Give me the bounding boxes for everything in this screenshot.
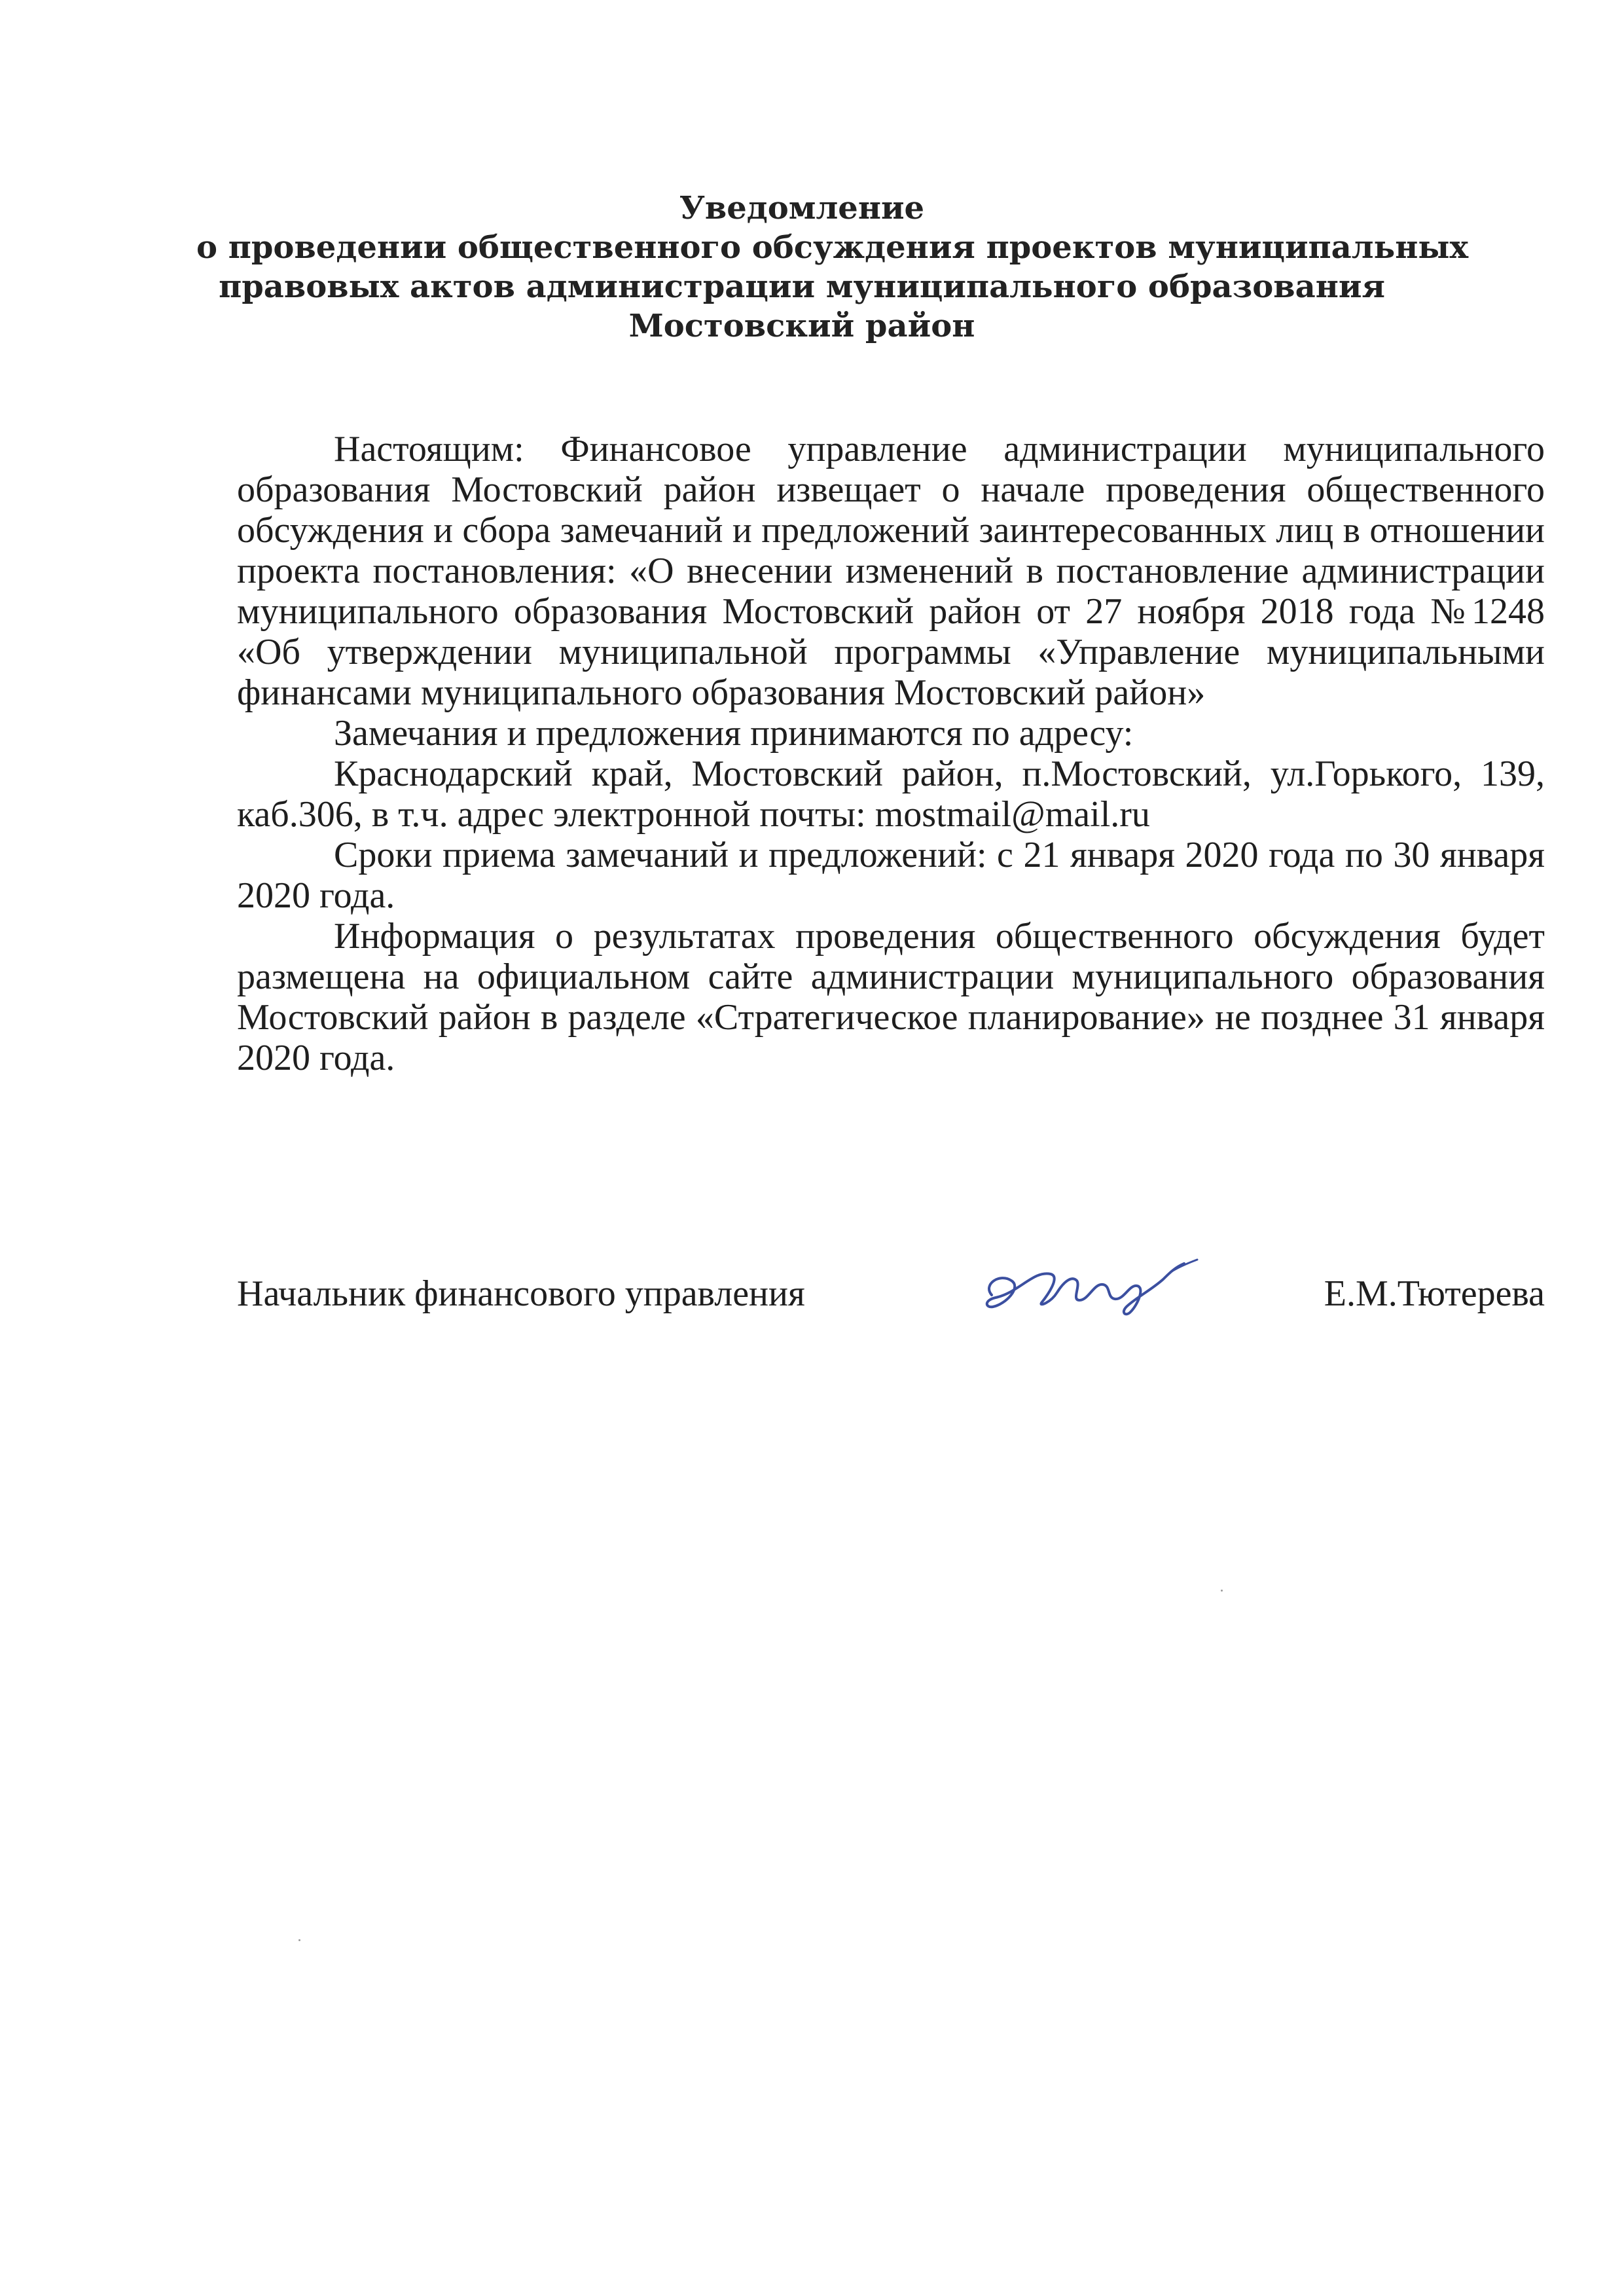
signatory-name: Е.М.Тютерева bbox=[1324, 1273, 1545, 1314]
handwritten-signature bbox=[973, 1244, 1209, 1329]
document-body bbox=[237, 429, 1545, 1078]
signatory-position: Начальник финансового управления bbox=[237, 1273, 805, 1314]
title-line-3: правовых актов администрации муниципального образования bbox=[219, 268, 1385, 305]
paragraph-address-intro: Замечания и предложения принимаются по адресу: bbox=[334, 713, 1134, 754]
paragraph-address: Краснодарский край, Мостовский район, п.Мостовский, ул.Горького, 139, каб.306, в т.ч. адрес электронной почты: mostmail@mail.ru bbox=[237, 754, 1545, 835]
document-title bbox=[196, 189, 1469, 346]
scan-speck bbox=[298, 1939, 300, 1941]
scan-speck bbox=[1221, 1590, 1223, 1592]
signature-block bbox=[237, 1244, 1545, 1322]
title-line-2: о проведении общественного обсуждения проектов муниципальных bbox=[196, 229, 1469, 266]
paragraph-results-info: Информация о результатах проведения общественного обсуждения будет размещена на официальном сайте администрации муниципального образования Мостовский район в разделе «Стратегическое планирование» не позднее 31 января 2020 года. bbox=[237, 916, 1545, 1078]
title-line-1: Уведомление bbox=[679, 190, 925, 227]
paragraph-deadlines: Сроки приема замечаний и предложений: с 21 января 2020 года по 30 января 2020 года. bbox=[237, 835, 1545, 916]
paragraph-announcement: Настоящим: Финансовое управление администрации муниципального образования Мостовский район извещает о начале проведения общественного обсуждения и сбора замечаний и предложений заинтересованных лиц в отношении проекта постановления: «О внесении изменений в постановление администрации муниципального образования Мостовский район от 27 ноября 2018 года №1248 «Об утверждении муниципальной программы «Управление муниципальными финансами муниципального образования Мостовский район» bbox=[237, 429, 1545, 713]
title-line-4: Мостовский район bbox=[628, 308, 975, 344]
